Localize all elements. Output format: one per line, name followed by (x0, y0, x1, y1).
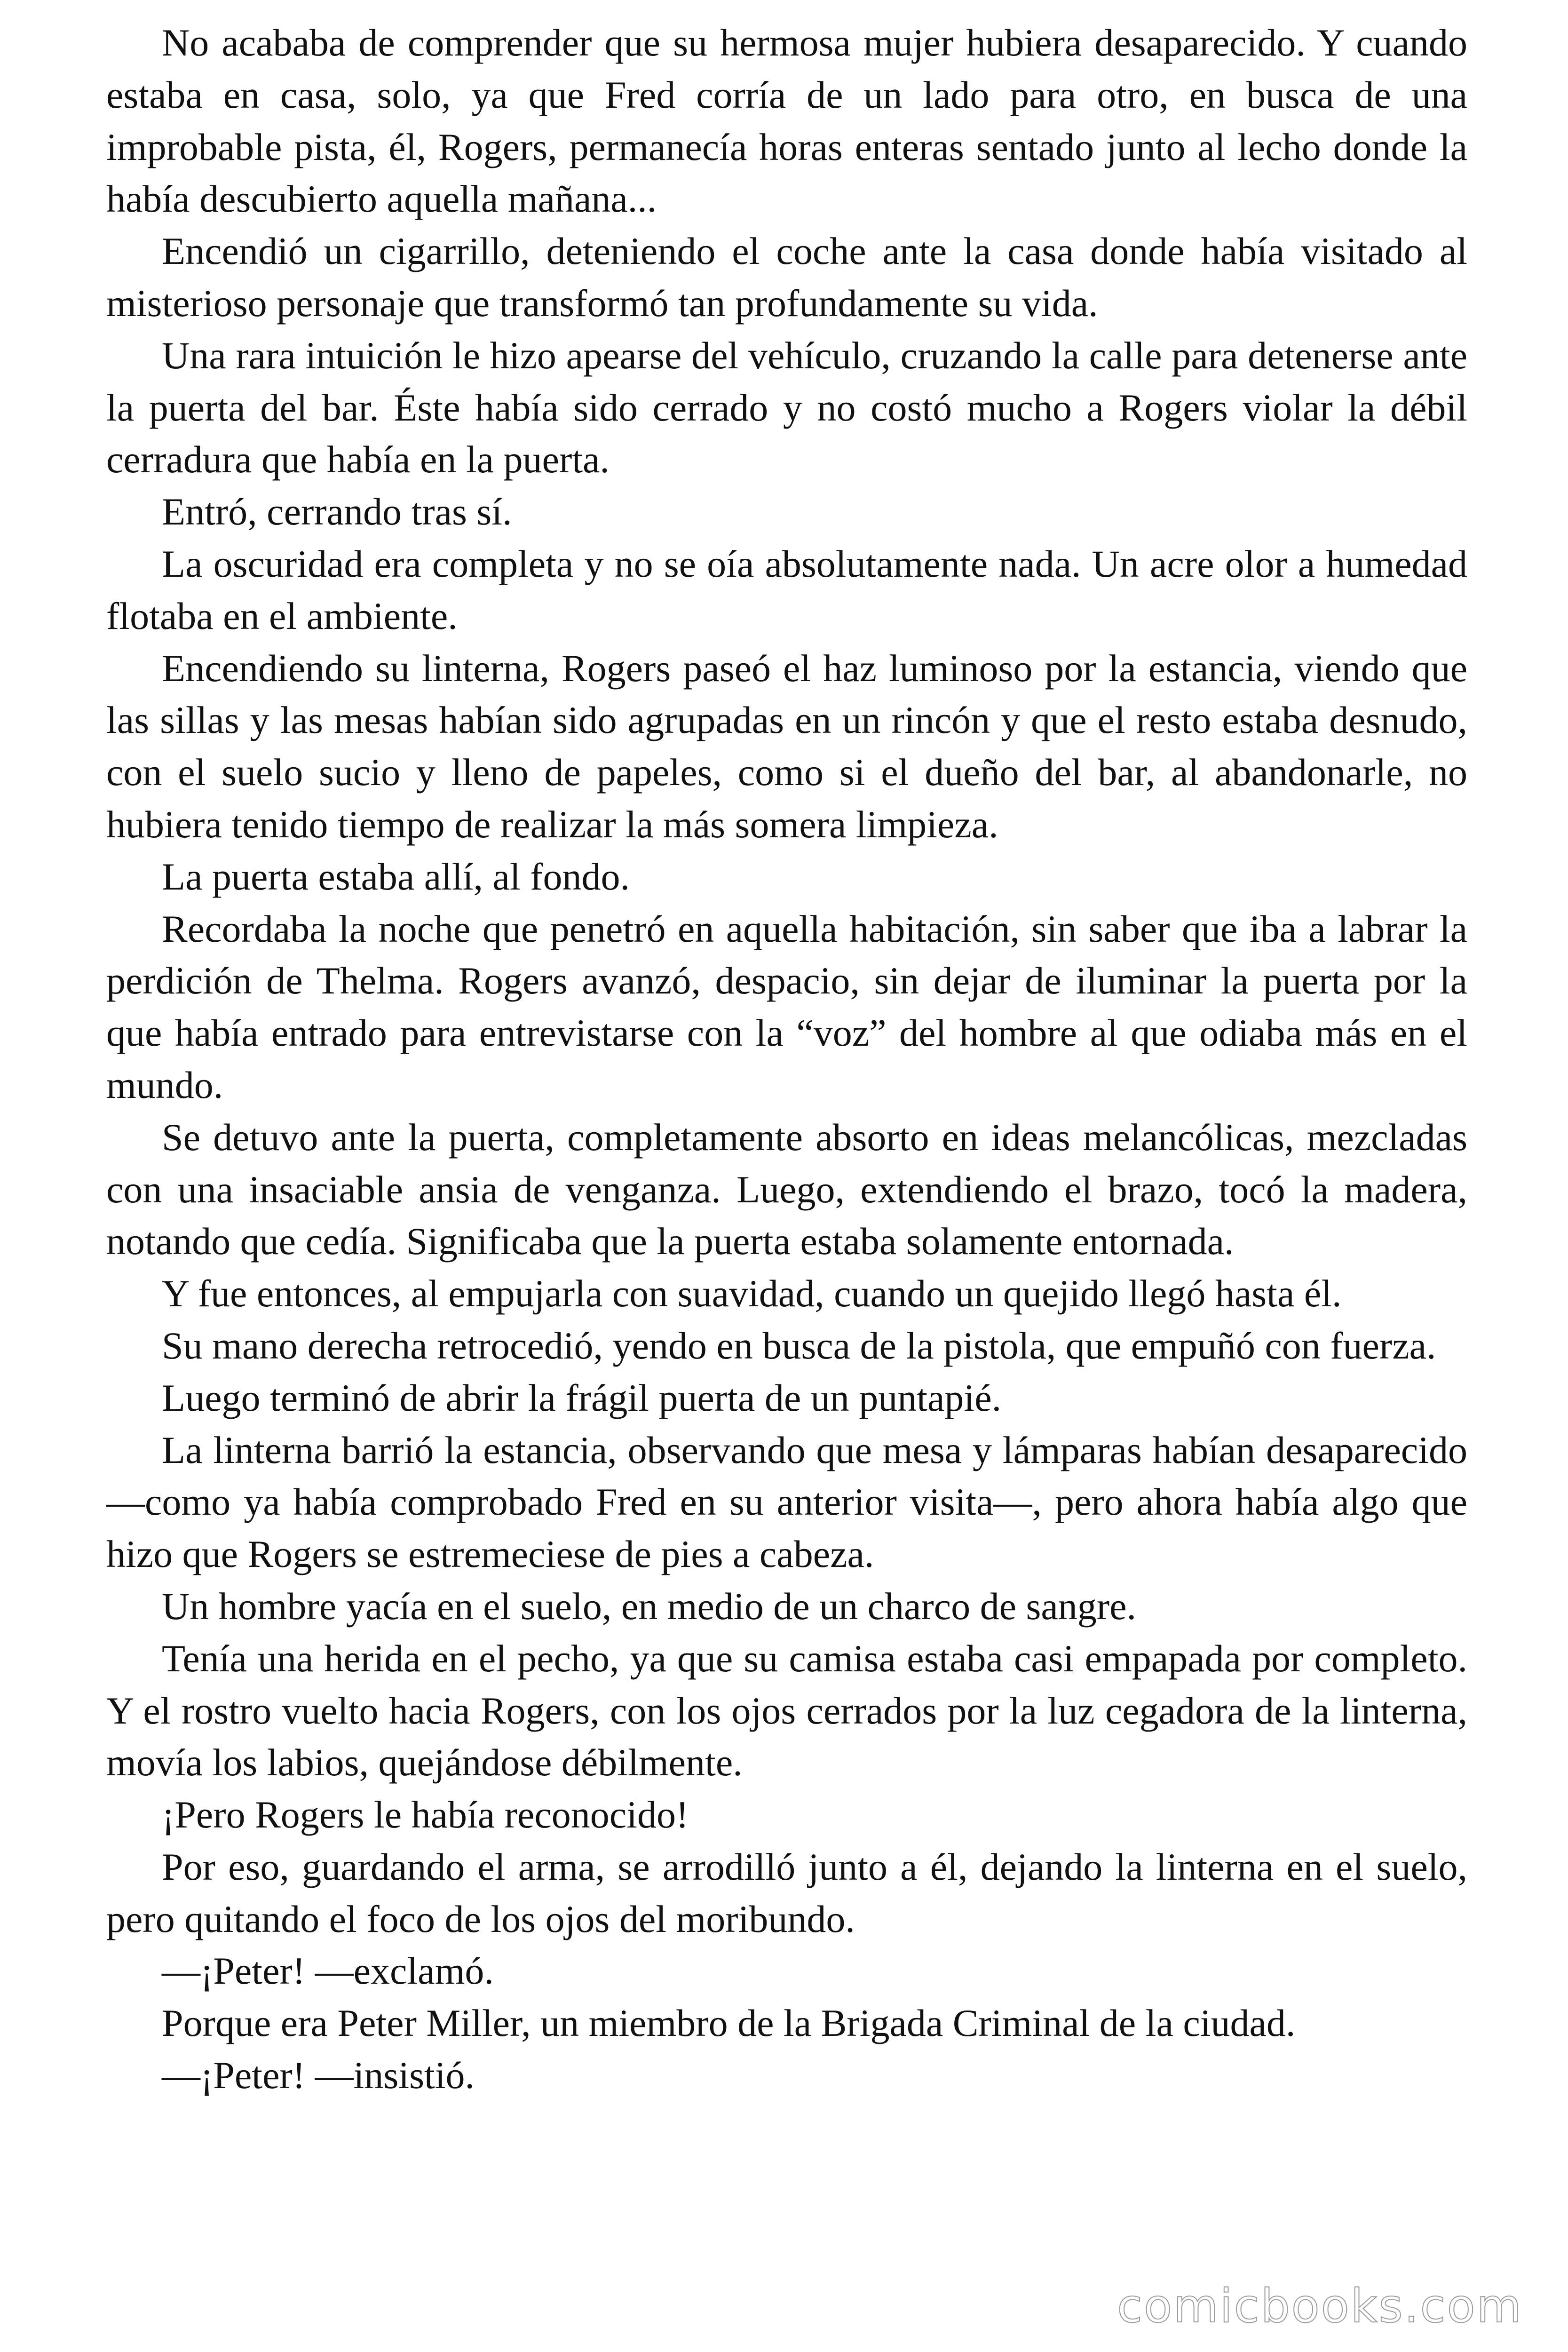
paragraph: Se detuvo ante la puerta, completamente absorto en ideas melancólicas, mezcladas con una insaciable ansia de venganza. Luego, extendiendo el brazo, tocó la madera, notando que cedía. Significaba que la puerta estaba solamente entornada. (106, 1115, 1467, 1263)
paragraph: Y fue entonces, al empujarla con suavidad, cuando un quejido llegó hasta él. (162, 1272, 1342, 1315)
paragraph: Entró, cerrando tras sí. (162, 490, 512, 533)
watermark: comicbooks.com (1117, 2280, 1523, 2333)
book-page-text (106, 17, 1467, 2102)
paragraph: Luego terminó de abrir la frágil puerta de un puntapié. (162, 1376, 1002, 1419)
paragraph: Tenía una herida en el pecho, ya que su camisa estaba casi empapada por completo. Y el rostro vuelto hacia Rogers, con los ojos cerrados por la luz cegadora de la linterna, movía los labios, quejándose débilmente. (106, 1637, 1467, 1784)
paragraph: —¡Peter! —insistió. (162, 2054, 475, 2097)
paragraph: Una rara intuición le hizo apearse del vehículo, cruzando la calle para detenerse ante la puerta del bar. Éste había sido cerrado y no costó mucho a Rogers violar la débil cerradura que había en la puerta. (106, 334, 1467, 481)
paragraph: —¡Peter! —exclamó. (162, 1949, 494, 1993)
paragraph: Un hombre yacía en el suelo, en medio de un charco de sangre. (162, 1584, 1136, 1628)
paragraph: Porque era Peter Miller, un miembro de la Brigada Criminal de la ciudad. (162, 2002, 1296, 2045)
paragraph: La linterna barrió la estancia, observando que mesa y lámparas habían desaparecido —como ya había comprobado Fred en su anterior visita—, pero ahora había algo que hizo que Rogers se estremeciese de pies a cabeza. (106, 1428, 1467, 1576)
paragraph: Encendió un cigarrillo, deteniendo el coche ante la casa donde había visitado al misterioso personaje que transformó tan profundamente su vida. (106, 230, 1467, 325)
paragraph: La puerta estaba allí, al fondo. (162, 855, 630, 898)
paragraph: Encendiendo su linterna, Rogers paseó el haz luminoso por la estancia, viendo que las sillas y las mesas habían sido agrupadas en un rincón y que el resto estaba desnudo, con el suelo sucio y lleno de papeles, como si el dueño del bar, al abandonarle, no hubiera tenido tiempo de realizar la más somera limpieza. (106, 646, 1467, 846)
paragraph: Recordaba la noche que penetró en aquella habitación, sin saber que iba a labrar la perdición de Thelma. Rogers avanzó, despacio, sin dejar de iluminar la puerta por la que había entrado para entrevistarse con la “voz” del hombre al que odiaba más en el mundo. (106, 907, 1467, 1106)
paragraph: ¡Pero Rogers le había reconocido! (162, 1793, 689, 1836)
paragraph: Su mano derecha retrocedió, yendo en busca de la pistola, que empuñó con fuerza. (162, 1324, 1436, 1367)
paragraph: La oscuridad era completa y no se oía absolutamente nada. Un acre olor a humedad flotaba en el ambiente. (106, 542, 1467, 637)
paragraph: No acababa de comprender que su hermosa mujer hubiera desaparecido. Y cuando estaba en casa, solo, ya que Fred corría de un lado para otro, en busca de una improbable pista, él, Rogers, permanecía horas enteras sentado junto al lecho donde la había descubierto aquella mañana... (106, 21, 1467, 221)
paragraph: Por eso, guardando el arma, se arrodilló junto a él, dejando la linterna en el suelo, pero quitando el foco de los ojos del moribundo. (106, 1845, 1467, 1940)
